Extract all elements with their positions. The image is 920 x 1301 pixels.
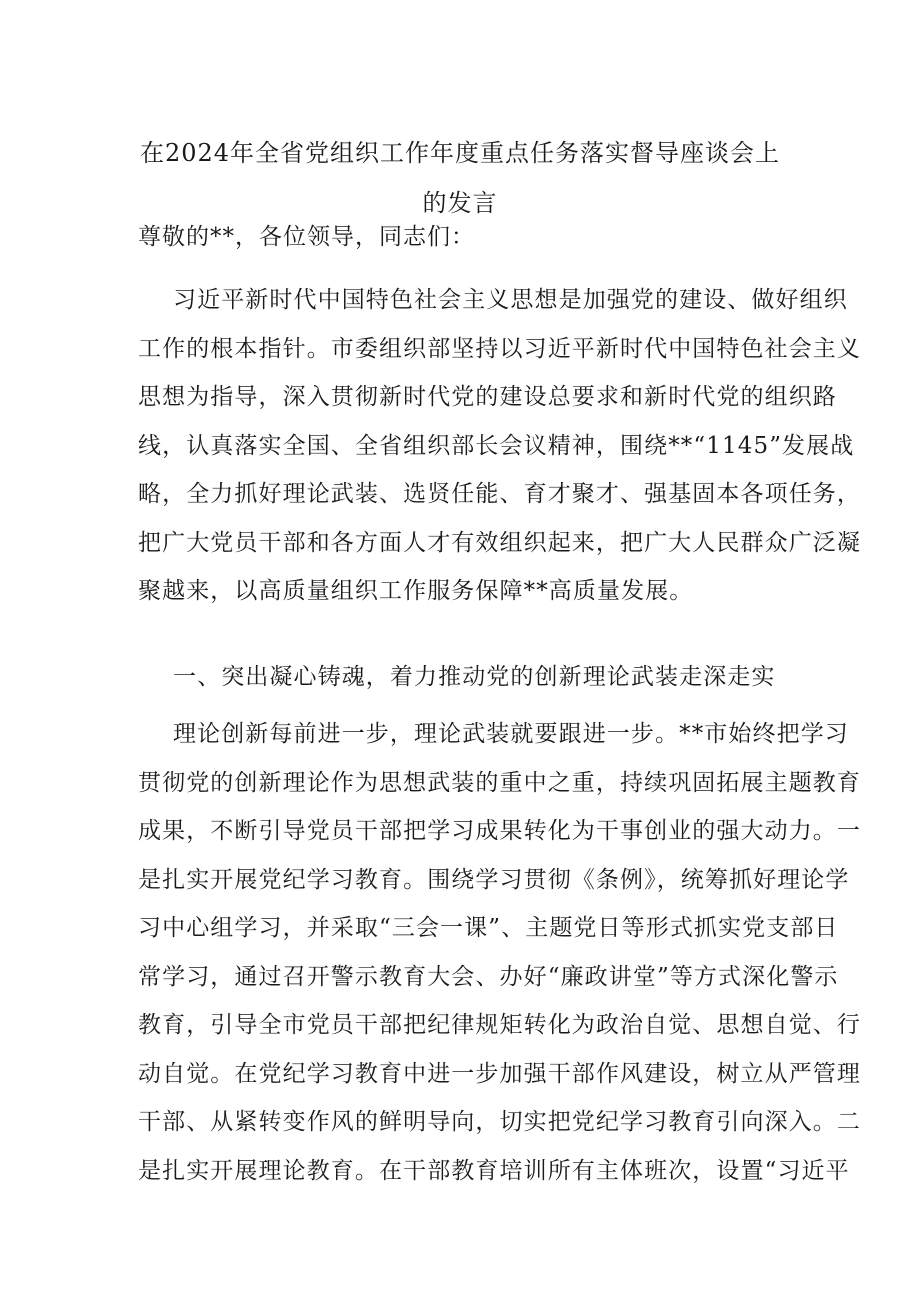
text-line: 思想为指导，深入贯彻新时代党的建设总要求和新时代党的组织路 bbox=[138, 384, 837, 410]
text-line: 理论创新每前进一步，理论武装就要跟进一步。**市始终把学习 bbox=[173, 721, 849, 747]
text-line: 贯彻党的创新理论作为思想武装的重中之重，持续巩固拓展主题教育 bbox=[138, 769, 861, 796]
text-line: 教育，引导全市党员干部把纪律规矩转化为政治自觉、思想自觉、行 bbox=[138, 1012, 861, 1038]
text-line: 习近平新时代中国特色社会主义思想是加强党的建设、做好组织 bbox=[173, 287, 848, 313]
document-title-line-1: 在2024年全省党组织工作年度重点任务落实督导座谈会上 bbox=[139, 139, 781, 167]
document-title-line-2: 的发言 bbox=[422, 189, 498, 217]
text-line: 是扎实开展党纪学习教育。围绕学习贯彻《条例》，统筹抓好理论学 bbox=[138, 866, 850, 893]
text-line: 线，认真落实全国、全省组织部长会议精神，围绕**“1145”发展战 bbox=[138, 432, 855, 459]
text-line: 是扎实开展理论教育。在干部教育培训所有主体班次，设置“习近平 bbox=[138, 1157, 850, 1184]
text-line: 工作的根本指针。市委组织部坚持以习近平新时代中国特色社会主义 bbox=[138, 335, 861, 362]
text-line: 动自觉。在党纪学习教育中进一步加强干部作风建设，树立从严管理 bbox=[138, 1060, 861, 1087]
text-line: 常学习，通过召开警示教育大会、办好“廉政讲堂”等方式深化警示 bbox=[138, 963, 839, 990]
salutation: 尊敬的**，各位领导，同志们： bbox=[138, 224, 475, 250]
paragraph-section-1 bbox=[138, 719, 861, 1204]
section-heading-1 bbox=[138, 662, 788, 711]
text-line: 干部、从紧转变作风的鲜明导向，切实把党纪学习教育引向深入。二 bbox=[138, 1109, 861, 1135]
text-line: 聚越来，以高质量组织工作服务保障**高质量发展。 bbox=[138, 578, 694, 604]
paragraph-intro bbox=[138, 285, 861, 625]
text-line: 把广大党员干部和各方面人才有效组织起来，把广大人民群众广泛凝 bbox=[138, 529, 861, 556]
text-line: 成果，不断引导党员干部把学习成果转化为干事创业的强大动力。一 bbox=[138, 818, 861, 844]
text-line: 习中心组学习，并采取“三会一课”、主题党日等形式抓实党支部日 bbox=[138, 915, 839, 941]
text-line: 略，全力抓好理论武装、选贤任能、育才聚才、强基固本各项任务， bbox=[138, 481, 861, 507]
section-heading-text: 一、突出凝心铸魂，着力推动党的创新理论武装走深走实 bbox=[173, 664, 776, 690]
